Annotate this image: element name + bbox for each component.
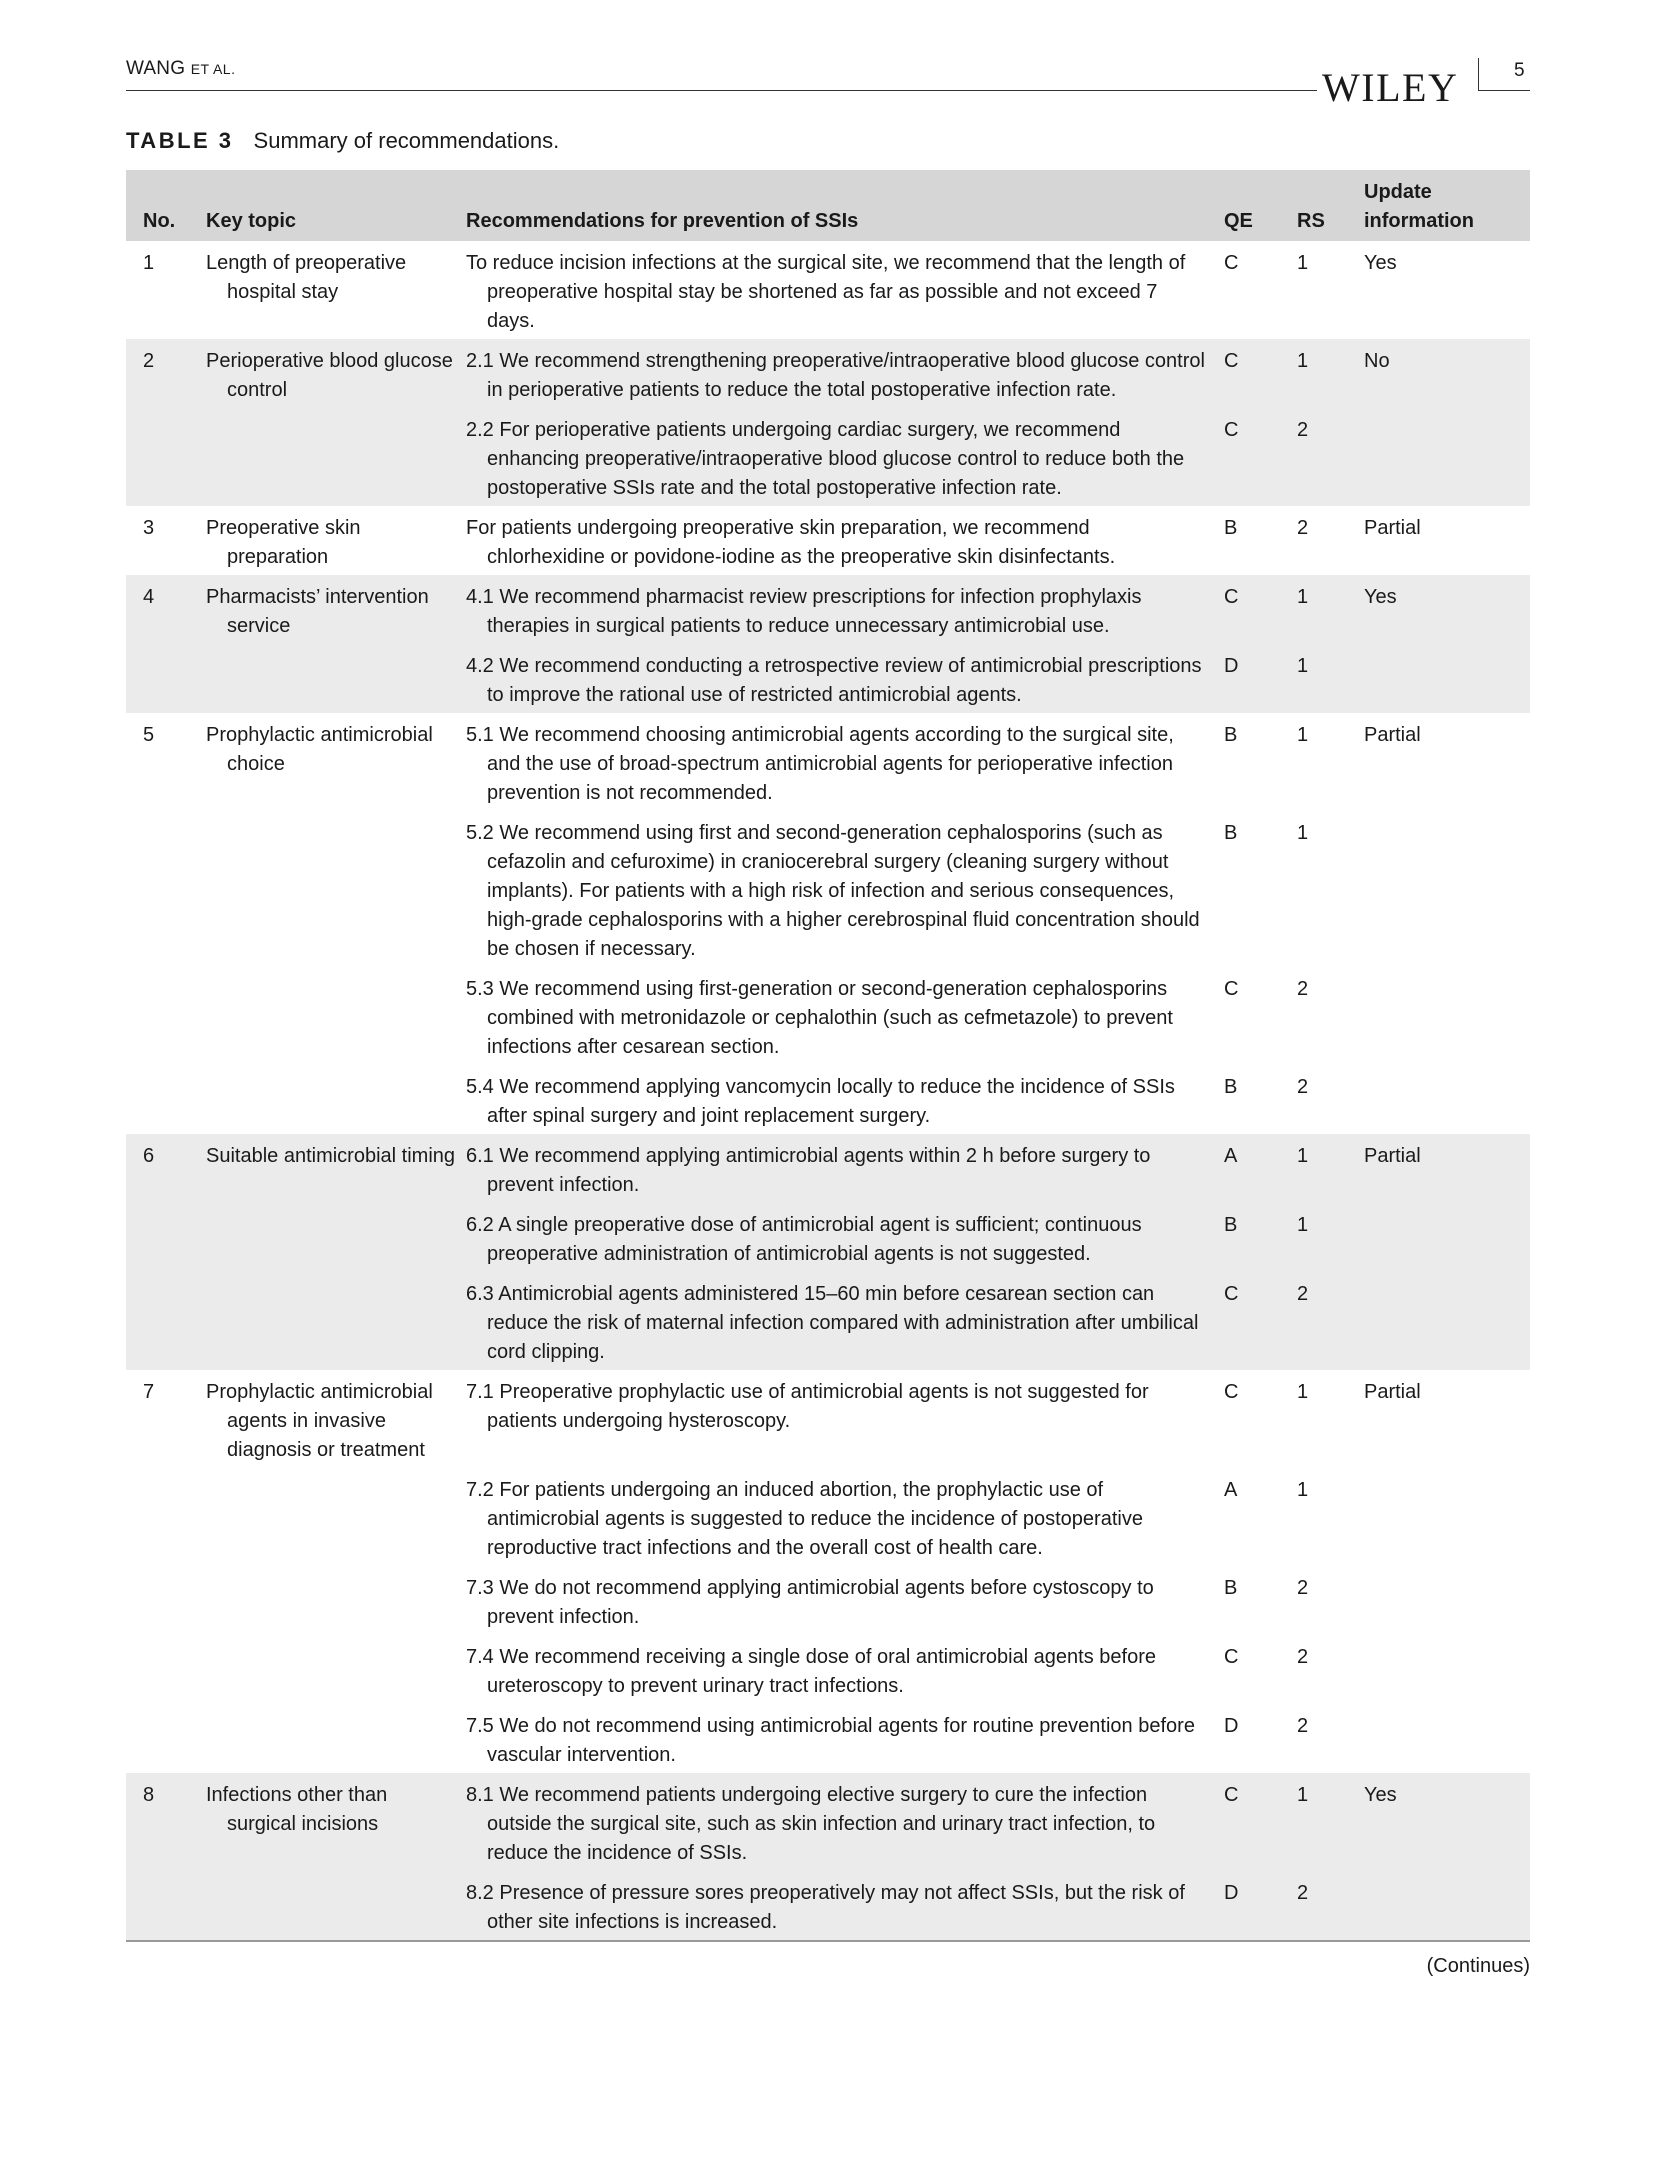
row-number: 2 (143, 350, 155, 372)
row-qe: B (1224, 1577, 1238, 1599)
row-key-topic: Preoperative skin preparation (206, 517, 361, 568)
row-number: 8 (143, 1784, 155, 1806)
row-qe: C (1224, 1381, 1239, 1403)
table-body (126, 241, 1530, 1941)
page-number: 5 (1514, 60, 1525, 81)
row-recommendation: 7.1 Preoperative prophylactic use of antimicrobial agents is not suggested for patients undergoing hysteroscopy. (466, 1381, 1149, 1432)
table-row (126, 408, 1530, 506)
page-header (126, 58, 1530, 110)
header-rs: RS (1295, 170, 1364, 241)
row-recommendation: 2.1 We recommend strengthening preoperative/intraoperative blood glucose control in perioperative patients to reduce the total postoperative infection rate. (466, 350, 1205, 401)
row-update-information: Yes (1364, 586, 1397, 608)
running-head-author (126, 58, 235, 80)
row-qe: B (1224, 1214, 1238, 1236)
table-label: TABLE 3 (126, 128, 234, 153)
row-key-topic: Suitable antimicrobial timing (206, 1145, 456, 1167)
table-row (126, 1773, 1530, 1871)
table-row (126, 1203, 1530, 1272)
row-number: 3 (143, 517, 155, 539)
table-row (126, 339, 1530, 408)
row-qe: C (1224, 252, 1239, 274)
row-recommendation: 6.1 We recommend applying antimicrobial agents within 2 h before surgery to prevent infection. (466, 1145, 1151, 1196)
row-qe: C (1224, 586, 1239, 608)
row-rs: 2 (1297, 419, 1309, 441)
header-update-line1: Update (1364, 181, 1432, 203)
row-qe: A (1224, 1145, 1238, 1167)
row-rs: 1 (1297, 1784, 1309, 1806)
row-recommendation: 7.3 We do not recommend applying antimicrobial agents before cystoscopy to prevent infection. (466, 1577, 1154, 1628)
row-rs: 1 (1297, 1145, 1309, 1167)
table-row (126, 575, 1530, 644)
publisher-logo: WILEY (1322, 65, 1459, 110)
row-update-information: Partial (1364, 1145, 1421, 1167)
row-qe: C (1224, 978, 1239, 1000)
table-row (126, 1468, 1530, 1566)
row-rs: 2 (1297, 1577, 1309, 1599)
row-key-topic: Prophylactic antimicrobial choice (206, 724, 433, 775)
table-row (126, 241, 1530, 339)
row-rs: 2 (1297, 1882, 1309, 1904)
row-qe: B (1224, 1076, 1238, 1098)
table-row (126, 967, 1530, 1065)
header-rule-end (1478, 90, 1530, 91)
row-rs: 1 (1297, 350, 1309, 372)
row-update-information: Partial (1364, 1381, 1421, 1403)
row-rs: 2 (1297, 1076, 1309, 1098)
row-qe: A (1224, 1479, 1238, 1501)
table-row (126, 1566, 1530, 1635)
header-update-information (1364, 170, 1530, 241)
row-update-information: Yes (1364, 252, 1397, 274)
row-number: 6 (143, 1145, 155, 1167)
row-recommendation: 8.2 Presence of pressure sores preoperatively may not affect SSIs, but the risk of other site infections is increased. (466, 1882, 1185, 1933)
row-rs: 1 (1297, 655, 1309, 677)
row-rs: 1 (1297, 586, 1309, 608)
row-rs: 2 (1297, 1715, 1309, 1737)
row-rs: 2 (1297, 1646, 1309, 1668)
row-update-information: No (1364, 350, 1390, 372)
row-qe: C (1224, 1646, 1239, 1668)
row-qe: D (1224, 655, 1239, 677)
row-qe: C (1224, 1283, 1239, 1305)
row-rs: 2 (1297, 978, 1309, 1000)
row-qe: D (1224, 1715, 1239, 1737)
row-key-topic: Prophylactic antimicrobial agents in invasive diagnosis or treatment (206, 1381, 433, 1461)
row-recommendation: 7.2 For patients undergoing an induced abortion, the prophylactic use of antimicrobial agents is suggested to reduce the incidence of postoperative reproductive tract infections and the overall cost of health care. (466, 1479, 1143, 1559)
header-no: No. (126, 170, 206, 241)
row-rs: 1 (1297, 724, 1309, 746)
row-key-topic: Perioperative blood glucose control (206, 350, 453, 401)
row-recommendation: 6.3 Antimicrobial agents administered 15–60 min before cesarean section can reduce the risk of maternal infection compared with administration after umbilical cord clipping. (466, 1283, 1199, 1363)
row-qe: C (1224, 350, 1239, 372)
row-rs: 1 (1297, 822, 1309, 844)
continues-note: (Continues) (1426, 1955, 1530, 1977)
row-qe: C (1224, 1784, 1239, 1806)
header-recommendations: Recommendations for prevention of SSIs (466, 170, 1224, 241)
table-row (126, 811, 1530, 967)
table-row (126, 644, 1530, 713)
row-qe: C (1224, 419, 1239, 441)
table-row (126, 1134, 1530, 1203)
row-qe: B (1224, 517, 1238, 539)
table-header-row (126, 170, 1530, 241)
row-rs: 2 (1297, 517, 1309, 539)
row-number: 4 (143, 586, 155, 608)
row-update-information: Partial (1364, 724, 1421, 746)
author-name: WANG (126, 58, 186, 79)
row-rs: 1 (1297, 1479, 1309, 1501)
header-qe: QE (1224, 170, 1295, 241)
row-recommendation: 8.1 We recommend patients undergoing elective surgery to cure the infection outside the surgical site, such as skin infection and urinary tract infection, to reduce the incidence of SSIs. (466, 1784, 1156, 1864)
row-recommendation: 6.2 A single preoperative dose of antimicrobial agent is sufficient; continuous preoperative administration of antimicrobial agents is not suggested. (466, 1214, 1142, 1265)
row-number: 5 (143, 724, 155, 746)
row-rs: 1 (1297, 1381, 1309, 1403)
table-row (126, 1871, 1530, 1941)
row-update-information: Yes (1364, 1784, 1397, 1806)
row-qe: B (1224, 724, 1238, 746)
header-divider (1478, 58, 1479, 90)
row-recommendation: 5.4 We recommend applying vancomycin locally to reduce the incidence of SSIs after spinal surgery and joint replacement surgery. (466, 1076, 1175, 1127)
table-caption (126, 128, 559, 154)
header-rule (126, 90, 1317, 91)
row-recommendation: 2.2 For perioperative patients undergoing cardiac surgery, we recommend enhancing preoperative/intraoperative blood glucose control to reduce both the postoperative SSIs rate and the total postoperative infection rate. (466, 419, 1185, 499)
row-recommendation: 5.1 We recommend choosing antimicrobial agents according to the surgical site, and the use of broad-spectrum antimicrobial agents for perioperative infection prevention is not recommended. (466, 724, 1174, 804)
row-number: 1 (143, 252, 155, 274)
author-suffix: ET AL. (190, 61, 236, 77)
row-key-topic: Length of preoperative hospital stay (206, 252, 407, 303)
header-update-line2: information (1364, 210, 1474, 232)
row-recommendation: 7.5 We do not recommend using antimicrobial agents for routine prevention before vascular intervention. (466, 1715, 1195, 1766)
header-key-topic: Key topic (206, 170, 466, 241)
row-qe: B (1224, 822, 1238, 844)
row-recommendation: 5.2 We recommend using first and second-generation cephalosporins (such as cefazolin and cefuroxime) in craniocerebral surgery (cleaning surgery without implants). For patients with a high risk of infection and serious consequences, high-grade cephalosporins with a higher cerebrospinal fluid concentration should be chosen if necessary. (466, 822, 1200, 960)
table-row (126, 713, 1530, 811)
recommendations-table (126, 170, 1530, 1942)
row-rs: 1 (1297, 252, 1309, 274)
row-recommendation: 4.1 We recommend pharmacist review prescriptions for infection prophylaxis therapies in surgical patients to reduce unnecessary antimicrobial use. (466, 586, 1142, 637)
table-row (126, 1272, 1530, 1370)
table-row (126, 1704, 1530, 1773)
table-row (126, 1635, 1530, 1704)
row-key-topic: Infections other than surgical incisions (206, 1784, 388, 1835)
row-rs: 2 (1297, 1283, 1309, 1305)
row-update-information: Partial (1364, 517, 1421, 539)
row-rs: 1 (1297, 1214, 1309, 1236)
row-recommendation: 5.3 We recommend using first-generation or second-generation cephalosporins combined with metronidazole or cephalothin (such as cefmetazole) to prevent infections after cesarean section. (466, 978, 1173, 1058)
row-qe: D (1224, 1882, 1239, 1904)
row-recommendation: 7.4 We recommend receiving a single dose of oral antimicrobial agents before ureteroscopy to prevent urinary tract infections. (466, 1646, 1156, 1697)
table-title: Summary of recommendations. (253, 128, 560, 153)
table-row (126, 1370, 1530, 1468)
row-recommendation: To reduce incision infections at the surgical site, we recommend that the length of preoperative hospital stay be shortened as far as possible and not exceed 7 days. (466, 252, 1186, 332)
row-number: 7 (143, 1381, 155, 1403)
row-recommendation: For patients undergoing preoperative skin preparation, we recommend chlorhexidine or povidone-iodine as the preoperative skin disinfectants. (466, 517, 1116, 568)
table-row (126, 506, 1530, 575)
row-key-topic: Pharmacists’ intervention service (206, 586, 429, 637)
table-row (126, 1065, 1530, 1134)
row-recommendation: 4.2 We recommend conducting a retrospective review of antimicrobial prescriptions to improve the rational use of restricted antimicrobial agents. (466, 655, 1202, 706)
